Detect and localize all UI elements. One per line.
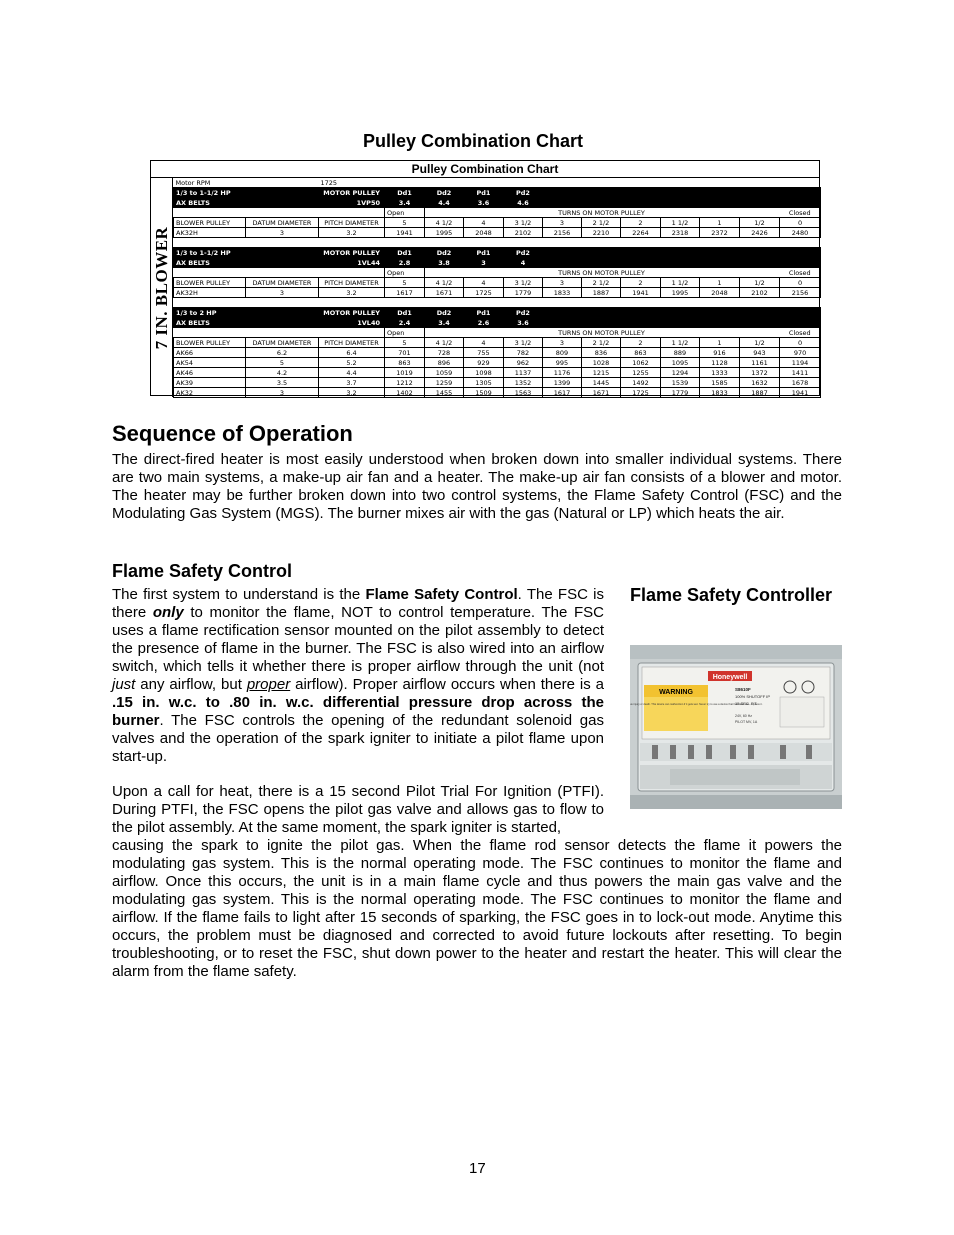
table-cell: 1161: [740, 358, 780, 368]
table-cell: 1941: [780, 388, 821, 398]
column-header: DATUM DIAMETER: [246, 338, 319, 348]
table-cell: 1671: [582, 388, 621, 398]
fsc-paragraph-2: Upon a call for heat, there is a 15 second Pilot Trial For Ignition (PTFI). During PTFI, the FSC opens the pilot gas valve and allows gas to flow to the pilot assembly. At the same moment, the spark igniter is started,: [112, 783, 604, 836]
dim-label: Pd2: [504, 248, 543, 258]
table-cell: 2264: [621, 228, 661, 238]
table-cell: 1455: [425, 388, 464, 398]
table-row: [174, 228, 821, 238]
closed-label: Closed: [780, 328, 821, 338]
photo-volt2: PILOT MV, 1A: [735, 720, 758, 724]
section-belt-row: [174, 318, 821, 328]
column-header: 3: [543, 278, 582, 288]
turns-label: TURNS ON MOTOR PULLEY: [543, 268, 661, 278]
column-header: PITCH DIAMETER: [319, 278, 385, 288]
table-cell: 6.4: [319, 348, 385, 358]
table-cell: 1671: [425, 288, 464, 298]
belt-type: AX BELTS: [174, 198, 319, 208]
table-cell: 1019: [385, 368, 425, 378]
column-header: 4: [464, 218, 504, 228]
table-cell: 1137: [504, 368, 543, 378]
column-header: 5: [385, 338, 425, 348]
table-cell: 1887: [582, 288, 621, 298]
page-number: 17: [469, 1160, 486, 1177]
sequence-heading: Sequence of Operation: [112, 421, 353, 446]
table-cell: 1062: [621, 358, 661, 368]
column-header: 3 1/2: [504, 218, 543, 228]
turns-label: TURNS ON MOTOR PULLEY: [543, 208, 661, 218]
pulley-combination-table: [150, 160, 820, 396]
controller-heading: Flame Safety Controller: [630, 585, 833, 605]
column-header: 4 1/2: [425, 338, 464, 348]
table-cell: 782: [504, 348, 543, 358]
empty-cell: [543, 318, 821, 328]
table-cell: 1028: [582, 358, 621, 368]
motor-rpm-value: 1725: [320, 178, 338, 187]
text-run: . The FSC is there: [112, 586, 604, 621]
table-cell: 863: [621, 348, 661, 358]
table-cell: 1995: [425, 228, 464, 238]
table-cell: 2210: [582, 228, 621, 238]
fsc-paragraph-1: [112, 586, 604, 766]
table-cell: 1215: [582, 368, 621, 378]
table-cell: 1445: [582, 378, 621, 388]
chart-title: Pulley Combination Chart: [363, 131, 584, 151]
empty-cell: [543, 198, 821, 208]
table-cell: 2156: [780, 288, 821, 298]
photo-spec1: 100% SHUTOFF IP: [735, 694, 771, 699]
table-cell: 1305: [464, 378, 504, 388]
text-italic-just: just: [112, 676, 136, 693]
hp-range: 1/3 to 1-1/2 HP: [174, 188, 319, 198]
table-cell: 4.4: [319, 368, 385, 378]
table-cell: 1411: [780, 368, 821, 378]
column-header: 1 1/2: [661, 338, 700, 348]
empty-cell: [661, 208, 780, 218]
table-cell: 1725: [621, 388, 661, 398]
table-cell: 4.2: [246, 368, 319, 378]
section-belt-row: [174, 198, 821, 208]
sequence-paragraph: The direct-fired heater is most easily understood when broken down into smaller individual systems. There are two main systems, a make-up air fan and a heater. The make-up air fan consists of a blower and motor. The heater may be further broken down into two control systems, the Flame Safety Control (FSC) and the Modulating Gas System (MGS). The burner mixes air with the gas (Natural or LP) which heats the air.: [112, 451, 842, 522]
table-cell: 6.2: [246, 348, 319, 358]
column-header: 1 1/2: [661, 218, 700, 228]
fsc-paragraph-3: causing the spark to ignite the pilot gas. When the flame rod sensor detects the flame it powers the modulating gas system. This is the normal operating mode. The FSC continues to monitor the flame and airflow. Once this occurs, the unit is in a main flame cycle and thus powers the main gas valve and the modulating gas system. This is the normal operating mode. The FSC continues to monitor the flame and airflow. If the flame fails to light after 15 seconds of sparking, the FSC goes in to lock-out mode. Anytime this occurs, the problem must be diagnosed and corrected to avoid future lockouts after resetting. To begin troubleshooting, or to reset the FSC, shut down power to the heater and restart the heater. This will clear the alarm from the flame safety.: [112, 837, 842, 980]
table-cell: 1539: [661, 378, 700, 388]
section-belt-row: [174, 258, 821, 268]
dim-label: Pd2: [504, 188, 543, 198]
table-cell: 2102: [740, 288, 780, 298]
table-cell: 5.2: [319, 358, 385, 368]
photo-brand: Honeywell: [712, 674, 748, 681]
hp-range: 1/3 to 2 HP: [174, 308, 319, 318]
side-label-cell: [151, 178, 173, 397]
table-cell: 3.7: [319, 378, 385, 388]
table-cell: AK32H: [174, 228, 246, 238]
open-label: Open: [385, 268, 425, 278]
empty-cell: [543, 248, 821, 258]
column-header-row: [174, 218, 821, 228]
table-cell: 929: [464, 358, 504, 368]
dim-value: 3.8: [425, 258, 464, 268]
motor-rpm-row: [174, 178, 821, 188]
dim-label: Pd1: [464, 308, 504, 318]
column-header: 1/2: [740, 278, 780, 288]
table-row: [174, 388, 821, 398]
dim-label: Dd1: [385, 248, 425, 258]
text-bold-pressure: .15 in. w.c. to .80 in. w.c. differential pressure drop across the burner: [112, 694, 604, 729]
turns-header-row: [174, 208, 821, 218]
empty-cell: [174, 208, 385, 218]
dim-label: Dd2: [425, 188, 464, 198]
photo-volt1: 24V, 60 Hz: [735, 714, 752, 718]
table-cell: 1492: [621, 378, 661, 388]
column-header: DATUM DIAMETER: [246, 278, 319, 288]
dim-value: 3: [464, 258, 504, 268]
dim-value: 2.6: [464, 318, 504, 328]
table-row: [174, 368, 821, 378]
column-header: PITCH DIAMETER: [319, 338, 385, 348]
column-header: 4 1/2: [425, 218, 464, 228]
turns-header-row: [174, 328, 821, 338]
column-header: 2: [621, 278, 661, 288]
text-italic-proper: proper: [246, 676, 291, 693]
dim-value: 3.6: [464, 198, 504, 208]
column-header: 5: [385, 218, 425, 228]
table-cell: 889: [661, 348, 700, 358]
section-header-row: [174, 188, 821, 198]
table-cell: 1059: [425, 368, 464, 378]
pulley-table: [173, 178, 821, 398]
text-run: airflow). Proper airflow occurs when there is a: [290, 676, 604, 693]
column-header: 2: [621, 218, 661, 228]
table-cell: 1372: [740, 368, 780, 378]
column-header: PITCH DIAMETER: [319, 218, 385, 228]
table-cell: 1833: [543, 288, 582, 298]
column-header: 1 1/2: [661, 278, 700, 288]
column-header: 4 1/2: [425, 278, 464, 288]
table-cell: 1509: [464, 388, 504, 398]
turns-label: TURNS ON MOTOR PULLEY: [543, 328, 661, 338]
empty-cell: [543, 308, 821, 318]
table-cell: 3: [246, 288, 319, 298]
table-cell: 1941: [385, 228, 425, 238]
column-header: 0: [780, 338, 821, 348]
dim-value: 4.6: [504, 198, 543, 208]
table-row: [174, 288, 821, 298]
empty-cell: [174, 328, 385, 338]
section-header-row: [174, 308, 821, 318]
column-header: 2 1/2: [582, 218, 621, 228]
table-cell: 1399: [543, 378, 582, 388]
table-cell: 1678: [780, 378, 821, 388]
photo-model: S8610F: [735, 687, 751, 692]
empty-cell: [174, 298, 821, 308]
table-cell: 3.2: [319, 228, 385, 238]
dim-value: 3.6: [504, 318, 543, 328]
column-header: BLOWER PULLEY: [174, 218, 246, 228]
photo-label-text: us injury or death. This device can malfunction if it gets wet. Never try to use a device that has been wet - replace it.: [630, 703, 763, 706]
table-cell: 836: [582, 348, 621, 358]
belt-type: AX BELTS: [174, 318, 319, 328]
open-label: Open: [385, 208, 425, 218]
table-cell: 1098: [464, 368, 504, 378]
column-header: 1: [700, 338, 740, 348]
table-cell: 1779: [504, 288, 543, 298]
dim-label: Pd1: [464, 248, 504, 258]
table-cell: 1259: [425, 378, 464, 388]
table-cell: AK46: [174, 368, 246, 378]
motor-rpm-label: Motor RPM: [175, 178, 211, 187]
table-cell: 1725: [464, 288, 504, 298]
dim-value: 4.4: [425, 198, 464, 208]
hp-range: 1/3 to 1-1/2 HP: [174, 248, 319, 258]
table-row: [174, 378, 821, 388]
closed-label: Closed: [780, 268, 821, 278]
column-header: BLOWER PULLEY: [174, 278, 246, 288]
dim-label: Pd1: [464, 188, 504, 198]
section-header-row: [174, 248, 821, 258]
motor-pulley-model: 1VL40: [319, 318, 385, 328]
table-cell: 2372: [700, 228, 740, 238]
table-cell: 1176: [543, 368, 582, 378]
table-grid: [173, 178, 820, 398]
table-cell: 2102: [504, 228, 543, 238]
table-cell: 1563: [504, 388, 543, 398]
column-header: 3 1/2: [504, 278, 543, 288]
table-cell: 1833: [700, 388, 740, 398]
empty-cell: [425, 328, 543, 338]
column-header: 1: [700, 278, 740, 288]
section-spacer: [174, 238, 821, 248]
table-cell: 2048: [700, 288, 740, 298]
table-cell: 1128: [700, 358, 740, 368]
table-cell: 3: [246, 228, 319, 238]
empty-cell: [425, 208, 543, 218]
turns-header-row: [174, 268, 821, 278]
table-cell: 943: [740, 348, 780, 358]
dim-value: 2.4: [385, 318, 425, 328]
table-cell: 2048: [464, 228, 504, 238]
open-label: Open: [385, 328, 425, 338]
empty-cell: [246, 178, 319, 188]
table-cell: 1255: [621, 368, 661, 378]
text-bold-italic-only: only: [152, 604, 184, 621]
table-cell: 755: [464, 348, 504, 358]
column-header: 2 1/2: [582, 338, 621, 348]
table-cell: 1941: [621, 288, 661, 298]
text-bold-fsc: Flame Safety Control: [365, 586, 518, 603]
table-cell: 3.2: [319, 388, 385, 398]
text-run: The first system to understand is the: [112, 586, 366, 603]
dim-value: 4: [504, 258, 543, 268]
table-cell: 1887: [740, 388, 780, 398]
dim-label: Dd2: [425, 308, 464, 318]
empty-cell: [425, 268, 543, 278]
table-cell: 970: [780, 348, 821, 358]
column-header: 0: [780, 278, 821, 288]
column-header: 0: [780, 218, 821, 228]
column-header: 5: [385, 278, 425, 288]
empty-cell: [174, 268, 385, 278]
table-cell: 809: [543, 348, 582, 358]
table-cell: AK66: [174, 348, 246, 358]
table-cell: 1617: [385, 288, 425, 298]
motor-pulley-label: MOTOR PULLEY: [319, 188, 385, 198]
table-cell: 1779: [661, 388, 700, 398]
empty-cell: [661, 268, 780, 278]
table-cell: 863: [385, 358, 425, 368]
table-cell: 1617: [543, 388, 582, 398]
table-cell: AK32H: [174, 288, 246, 298]
motor-pulley-label: MOTOR PULLEY: [319, 308, 385, 318]
section-spacer: [174, 298, 821, 308]
table-cell: 1402: [385, 388, 425, 398]
table-cell: 3: [246, 388, 319, 398]
empty-cell: [661, 328, 780, 338]
dim-label: Dd1: [385, 188, 425, 198]
column-header-row: [174, 278, 821, 288]
table-cell: 1632: [740, 378, 780, 388]
column-header-row: [174, 338, 821, 348]
table-cell: AK39: [174, 378, 246, 388]
empty-cell: [385, 178, 821, 188]
dim-label: Dd1: [385, 308, 425, 318]
table-cell: 1352: [504, 378, 543, 388]
dim-value: 2.8: [385, 258, 425, 268]
table-cell: 1212: [385, 378, 425, 388]
table-cell: 5: [246, 358, 319, 368]
motor-pulley-label: MOTOR PULLEY: [319, 248, 385, 258]
column-header: 2: [621, 338, 661, 348]
column-header: 4: [464, 338, 504, 348]
column-header: 2 1/2: [582, 278, 621, 288]
flame-safety-controller-photo: [630, 645, 842, 809]
empty-cell: [543, 258, 821, 268]
table-cell: 896: [425, 358, 464, 368]
column-header: 3 1/2: [504, 338, 543, 348]
photo-warning: WARNING: [659, 689, 693, 696]
table-cell: 701: [385, 348, 425, 358]
text-run: to monitor the flame, NOT to control temperature. The FSC uses a flame rectification sensor mounted on the pilot assembly to detect the presence of flame in the burner. The FSC is also wired into an airflow switch, which tells it whether there is proper airflow through the unit (not: [112, 604, 604, 675]
table-cell: 1095: [661, 358, 700, 368]
table-row: [174, 348, 821, 358]
table-cell: 916: [700, 348, 740, 358]
table-cell: 962: [504, 358, 543, 368]
column-header: 1: [700, 218, 740, 228]
table-cell: 3.2: [319, 288, 385, 298]
motor-pulley-model: 1VP50: [319, 198, 385, 208]
table-cell: 1995: [661, 288, 700, 298]
table-row: [174, 358, 821, 368]
text-run: any airflow, but: [135, 676, 247, 693]
dim-label: Dd2: [425, 248, 464, 258]
table-cell: AK54: [174, 358, 246, 368]
belt-type: AX BELTS: [174, 258, 319, 268]
table-cell: 2426: [740, 228, 780, 238]
dim-label: Pd2: [504, 308, 543, 318]
table-cell: 3.5: [246, 378, 319, 388]
table-cell: AK32: [174, 388, 246, 398]
column-header: BLOWER PULLEY: [174, 338, 246, 348]
table-cell: 1194: [780, 358, 821, 368]
table-cell: 1294: [661, 368, 700, 378]
column-header: 4: [464, 278, 504, 288]
column-header: 3: [543, 218, 582, 228]
table-cell: 1585: [700, 378, 740, 388]
dim-value: 3.4: [385, 198, 425, 208]
blower-size-label: 7 IN. BLOWER: [152, 226, 171, 350]
column-header: DATUM DIAMETER: [246, 218, 319, 228]
table-cell: 2156: [543, 228, 582, 238]
empty-cell: [543, 188, 821, 198]
empty-cell: [174, 238, 821, 248]
dim-value: 3.4: [425, 318, 464, 328]
table-cell: 995: [543, 358, 582, 368]
photo-spec2: 15 SEC. P.T.: [735, 701, 758, 706]
column-header: 1/2: [740, 218, 780, 228]
table-caption: Pulley Combination Chart: [151, 161, 819, 178]
column-header: 3: [543, 338, 582, 348]
table-cell: 1333: [700, 368, 740, 378]
motor-pulley-model: 1VL44: [319, 258, 385, 268]
table-cell: 2318: [661, 228, 700, 238]
text-run: . The FSC controls the opening of the redundant solenoid gas valves and the operation of the spark igniter to initiate a pilot flame upon start-up.: [112, 712, 604, 765]
table-cell: 728: [425, 348, 464, 358]
flame-safety-heading: Flame Safety Control: [112, 561, 293, 581]
table-cell: 2480: [780, 228, 821, 238]
closed-label: Closed: [780, 208, 821, 218]
column-header: 1/2: [740, 338, 780, 348]
